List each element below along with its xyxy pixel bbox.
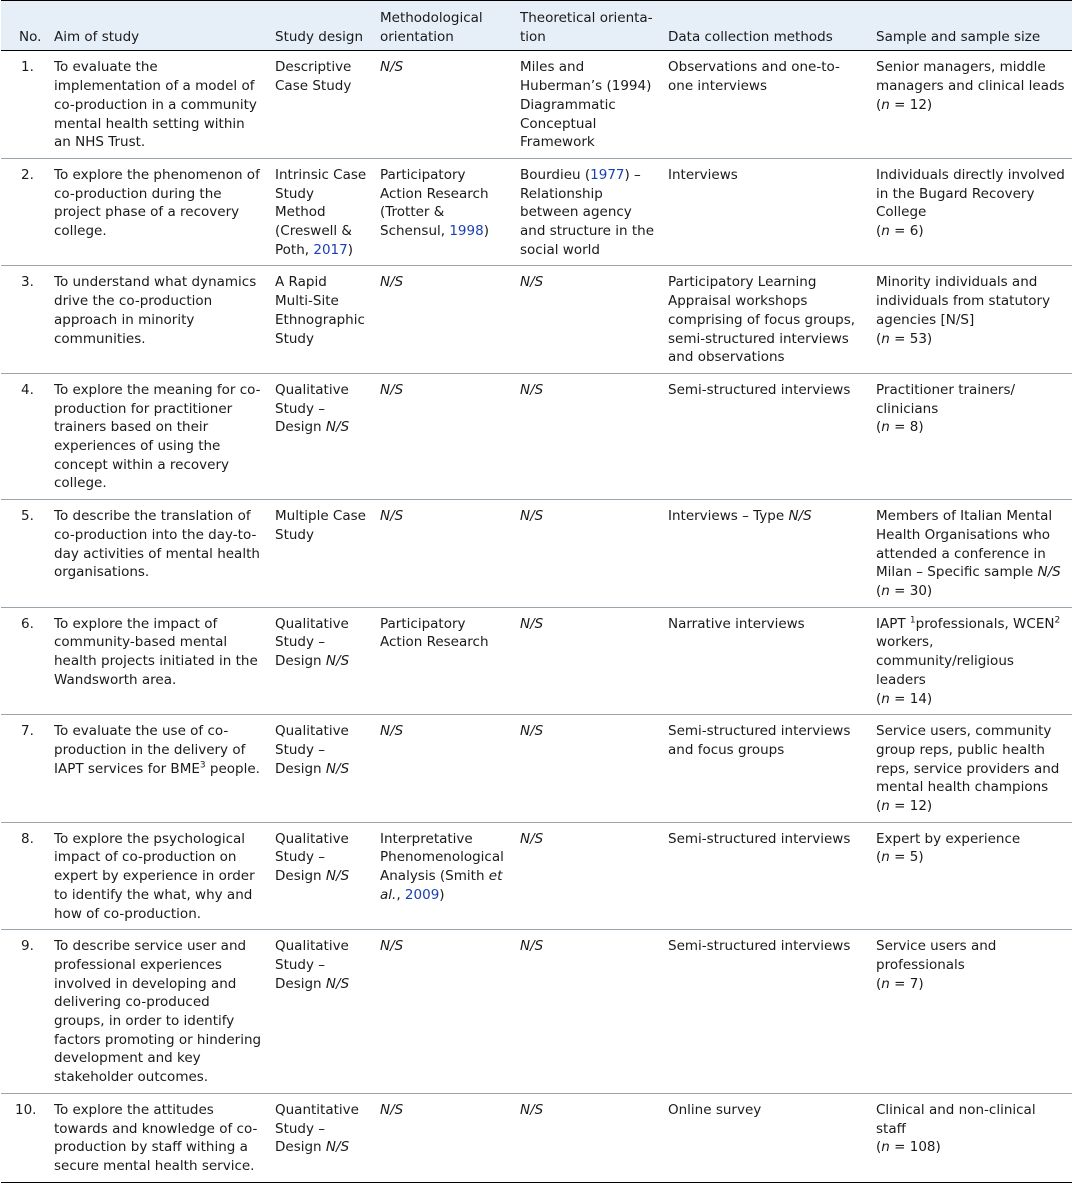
aim-cell: To explore the psychological impact of co-production on expert by experience in order to identify the what, why and how of co-production.: [48, 822, 269, 930]
sample-text: Clinical and non-clinical staff: [876, 1101, 1036, 1137]
sample-cell: [870, 822, 1072, 930]
theory-cell: [514, 373, 662, 499]
sample-cell: [870, 930, 1072, 1094]
studies-table: [1, 0, 1072, 1183]
citation-link[interactable]: 1998: [449, 223, 484, 240]
footnote-marker: 3: [199, 760, 206, 771]
ns-text: N/S: [325, 975, 350, 992]
design-cell: [269, 930, 374, 1094]
design-cell: [269, 373, 374, 499]
design-text: Quantitative Study – Design: [275, 1101, 359, 1156]
design-cell: A Rapid Multi-Site Ethnographic Study: [269, 266, 374, 374]
row-number: 4.: [1, 373, 48, 499]
aim-cell: [48, 715, 269, 823]
sample-cell: [870, 266, 1072, 374]
footnote-marker: 2: [1054, 615, 1061, 626]
row-number: 10.: [1, 1093, 48, 1182]
data-cell: Semi-structured interviews: [662, 822, 870, 930]
table-row: [1, 266, 1072, 374]
ns-text: N/S: [520, 381, 544, 398]
table-row: [1, 500, 1072, 608]
sample-text: Service users, community group reps, public health reps, service providers and mental health champions: [876, 723, 1060, 796]
table-row: [1, 373, 1072, 499]
data-cell: Semi-structured interviews: [662, 373, 870, 499]
theory-cell: [514, 158, 662, 266]
ns-text: N/S: [325, 419, 350, 436]
sample-cell: [870, 158, 1072, 266]
sample-size: (n = 7): [876, 975, 924, 992]
method-cell: [374, 51, 514, 159]
sample-cell: [870, 500, 1072, 608]
ns-text: N/S: [325, 760, 350, 777]
method-cell: [374, 822, 514, 930]
header-method: Methodological orientation: [374, 1, 514, 51]
row-number: 8.: [1, 822, 48, 930]
sample-size: (n = 6): [876, 223, 924, 240]
header-data: Data collection methods: [662, 1, 870, 51]
row-number: 5.: [1, 500, 48, 608]
method-cell: [374, 266, 514, 374]
citation-link[interactable]: 1977: [590, 166, 625, 183]
ns-text: N/S: [380, 723, 404, 740]
table-row: [1, 822, 1072, 930]
theory-cell: [514, 500, 662, 608]
row-number: 6.: [1, 607, 48, 715]
ns-text: N/S: [520, 1101, 544, 1118]
sample-text: Service users and professionals: [876, 938, 997, 973]
theory-cell: [514, 607, 662, 715]
header-design: Study design: [269, 1, 374, 51]
citation-link[interactable]: 2017: [313, 241, 348, 258]
table-row: [1, 51, 1072, 159]
aim-cell: To describe service user and professional experiences involved in developing and delivering co-produced groups, in order to identify factors promoting or hindering development and key stakeholder outcomes.: [48, 930, 269, 1094]
theory-cell: [514, 715, 662, 823]
aim-cell: To explore the attitudes towards and knowledge of co-production by staff withing a secure mental health service.: [48, 1093, 269, 1182]
table-row: [1, 607, 1072, 715]
ns-text: N/S: [520, 723, 544, 740]
sample-text-end: workers, community/religious leaders: [876, 634, 1014, 688]
ns-text: N/S: [380, 274, 404, 291]
aim-cell: To explore the impact of community-based mental health projects initiated in the Wandsworth area.: [48, 607, 269, 715]
method-cell: [374, 500, 514, 608]
theory-cell: Miles and Huberman’s (1994) Diagrammatic Conceptual Framework: [514, 51, 662, 159]
row-number: 3.: [1, 266, 48, 374]
sample-cell: [870, 373, 1072, 499]
data-cell: [662, 500, 870, 608]
sample-size: (n = 108): [876, 1139, 941, 1156]
sample-size: (n = 14): [876, 690, 933, 707]
design-cell: [269, 822, 374, 930]
ns-text: N/S: [1037, 564, 1061, 581]
theory-text: Bourdieu (: [520, 166, 591, 183]
sample-cell: [870, 607, 1072, 715]
design-cell: Multiple Case Study: [269, 500, 374, 608]
data-cell: Participatory Learning Appraisal workshops comprising of focus groups, semi-structured interviews and observations: [662, 266, 870, 374]
sample-text: Minority individuals and individuals from statutory agencies [N/S]: [876, 274, 1051, 328]
design-text: Qualitative Study – Design: [275, 938, 349, 992]
data-cell: Interviews: [662, 158, 870, 266]
theory-text-end: ) – Relationship between agency and structure in the social world: [520, 166, 654, 258]
sample-size: (n = 8): [876, 419, 924, 436]
method-text-end: ): [439, 886, 445, 903]
row-number: 2.: [1, 158, 48, 266]
sample-size: (n = 53): [876, 330, 933, 347]
sample-text: Practitioner trainers/ clinicians: [876, 381, 1016, 417]
ns-text: N/S: [520, 938, 544, 955]
ns-text: N/S: [325, 868, 350, 885]
data-cell: Semi-structured interviews and focus groups: [662, 715, 870, 823]
design-text: Qualitative Study – Design: [275, 830, 349, 885]
ns-text: N/S: [380, 381, 404, 398]
theory-cell: [514, 930, 662, 1094]
sample-size: (n = 30): [876, 582, 933, 599]
table-row: [1, 1093, 1072, 1182]
data-text: Interviews – Type: [668, 508, 785, 525]
design-text: Intrinsic Case Study Method (Creswell & Poth,: [275, 166, 367, 258]
sample-text: Expert by experience: [876, 830, 1021, 847]
ns-text: N/S: [380, 59, 404, 76]
sample-text-mid: professionals, WCEN: [915, 615, 1055, 632]
method-text: Participatory Action Research (Trotter & Schensul,: [380, 166, 489, 240]
data-cell: Observations and one-to-one interviews: [662, 51, 870, 159]
ns-text: N/S: [520, 830, 544, 847]
citation-link[interactable]: 2009: [404, 886, 440, 903]
et-al-text: et al.: [380, 868, 503, 903]
design-cell: [269, 715, 374, 823]
ns-text: N/S: [788, 508, 812, 525]
footnote-marker: 1: [909, 615, 916, 626]
sample-size: (n = 12): [876, 96, 933, 113]
row-number: 1.: [1, 51, 48, 159]
method-cell: [374, 1093, 514, 1182]
ns-text: N/S: [380, 938, 404, 955]
theory-cell: [514, 822, 662, 930]
method-text-end: ): [483, 223, 489, 240]
method-cell: Participatory Action Research: [374, 607, 514, 715]
ns-text: N/S: [325, 1139, 350, 1156]
table-row: [1, 715, 1072, 823]
table-header-row: [1, 1, 1072, 51]
method-cell: [374, 158, 514, 266]
row-number: 9.: [1, 930, 48, 1094]
ns-text: N/S: [520, 508, 544, 525]
theory-cell: [514, 266, 662, 374]
design-text-end: ): [347, 241, 353, 258]
ns-text: N/S: [520, 274, 544, 291]
data-cell: Narrative interviews: [662, 607, 870, 715]
aim-cell: To describe the translation of co-production into the day-to-day activities of mental health organisations.: [48, 500, 269, 608]
design-cell: [269, 607, 374, 715]
sample-cell: [870, 51, 1072, 159]
sample-size: (n = 12): [876, 798, 933, 815]
header-aim: Aim of study: [48, 1, 269, 51]
header-sample: Sample and sample size: [870, 1, 1072, 51]
ns-text: N/S: [380, 508, 404, 525]
sample-text: IAPT: [876, 615, 910, 632]
method-cell: [374, 715, 514, 823]
design-cell: Descriptive Case Study: [269, 51, 374, 159]
method-cell: [374, 930, 514, 1094]
design-cell: [269, 158, 374, 266]
method-text-sep: ,: [396, 886, 405, 903]
design-text: Qualitative Study – Design: [275, 615, 349, 670]
sample-size: (n = 5): [876, 849, 924, 866]
data-cell: Online survey: [662, 1093, 870, 1182]
design-text: Qualitative Study – Design: [275, 723, 349, 777]
theory-cell: [514, 1093, 662, 1182]
sample-text: Individuals directly involved in the Bugard Recovery College: [876, 166, 1065, 221]
ns-text: N/S: [520, 615, 544, 632]
aim-cell: To explore the phenomenon of co-production during the project phase of a recovery college.: [48, 158, 269, 266]
sample-text: Senior managers, middle managers and clinical leads: [876, 59, 1065, 95]
aim-cell: To understand what dynamics drive the co-production approach in minority communities.: [48, 266, 269, 374]
table-row: [1, 930, 1072, 1094]
ns-text: N/S: [380, 1101, 404, 1118]
sample-cell: [870, 715, 1072, 823]
aim-text: To evaluate the use of co-production in the delivery of IAPT services for BME: [54, 723, 246, 777]
method-cell: [374, 373, 514, 499]
design-cell: [269, 1093, 374, 1182]
row-number: 7.: [1, 715, 48, 823]
ns-text: N/S: [325, 653, 350, 670]
design-text: Qualitative Study – Design: [275, 381, 349, 436]
data-cell: Semi-structured interviews: [662, 930, 870, 1094]
aim-cell: To evaluate the implementation of a model of co-production in a community mental health setting within an NHS Trust.: [48, 51, 269, 159]
header-theory: Theoretical orienta-tion: [514, 1, 662, 51]
method-text: Interpretative Phenomenological Analysis (Smith: [380, 830, 504, 885]
aim-cell: To explore the meaning for co-production for practitioner trainers based on their experiences of using the concept within a recovery college.: [48, 373, 269, 499]
sample-text: Members of Italian Mental Health Organisations who attended a conference in Milan – Specific sample: [876, 508, 1053, 581]
sample-cell: [870, 1093, 1072, 1182]
aim-text-end: people.: [205, 760, 260, 777]
header-no: No.: [1, 1, 48, 51]
table-row: [1, 158, 1072, 266]
